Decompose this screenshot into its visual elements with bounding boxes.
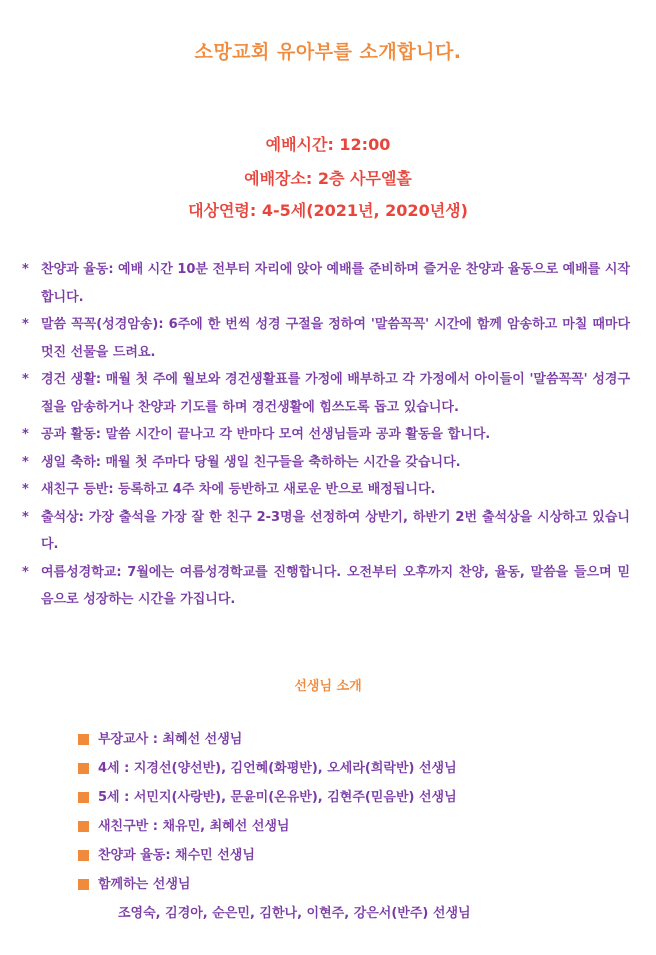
asterisk-icon: * [22,427,29,442]
list-item-text: 공과 활동: 말씀 시간이 끝나고 각 반마다 모여 선생님들과 공과 활동을 합니다. [41,427,491,442]
asterisk-icon: * [22,564,29,580]
teacher-item-text: 찬양과 율동: 채수민 선생님 [98,848,255,863]
page-title: 소망교회 유아부를 소개합니다. [194,41,462,63]
asterisk-icon: * [22,482,29,497]
teacher-item-text: 새친구반 : 채유민, 최혜선 선생님 [98,819,290,834]
list-item [78,870,471,899]
list-item-text: 여름성경학교: 7월에는 여름성경학교를 진행합니다. 오전부터 오후까지 찬양, 율동, 말씀을 들으며 믿음으로 성장하는 시간을 가집니다. [41,564,630,607]
list-item [22,559,630,614]
square-bullet-icon [78,879,89,890]
list-item [22,476,630,504]
teacher-item-text: 부장교사 : 최혜선 선생님 [98,732,243,747]
list-item-text: 출석상: 가장 출석을 가장 잘 한 친구 2-3명을 선정하여 상반기, 하반기 2번 출석상을 시상하고 있습니다. [41,509,630,552]
list-item [22,366,630,421]
square-bullet-icon [78,763,89,774]
teachers-heading: 선생님 소개 [294,679,362,694]
teachers-list [78,725,471,928]
worship-time: 예배시간: 12:00 [265,135,391,154]
asterisk-icon: * [22,509,29,525]
teacher-item-text: 5세 : 서민지(사랑반), 문윤미(온유반), 김현주(믿음반) 선생님 [98,790,457,805]
list-item-text: 생일 축하: 매월 첫 주마다 당월 생일 친구들을 축하하는 시간을 갖습니다. [41,454,461,470]
list-item [22,449,630,477]
list-item [22,504,630,559]
list-item [22,256,630,311]
asterisk-icon: * [22,262,29,277]
teacher-item-text: 4세 : 지경선(양선반), 김언혜(화평반), 오세라(희락반) 선생님 [98,761,457,776]
list-item-text: 말씀 꼭꼭(성경암송): 6주에 한 번씩 성경 구절을 정하여 '말씀꼭꼭' 시간에 함께 암송하고 마칠 때마다 멋진 선물을 드려요. [41,317,630,360]
square-bullet-icon [78,821,89,832]
list-item [78,783,471,812]
list-item [22,421,630,449]
list-item-text: 찬양과 율동: 예배 시간 10분 전부터 자리에 앉아 예배를 준비하며 즐거운 찬양과 율동으로 예배를 시작합니다. [41,262,630,305]
teacher-item-text: 함께하는 선생님 [98,877,191,892]
square-bullet-icon [78,792,89,803]
list-item [78,841,471,870]
list-item-text: 경건 생활: 매월 첫 주에 월보와 경건생활표를 가정에 배부하고 각 가정에서 아이들이 '말씀꼭꼭' 성경구절을 암송하거나 찬양과 기도를 하며 경건생활에 힘쓰도록 돕고 있습니다. [41,372,630,415]
asterisk-icon: * [22,372,29,387]
list-item [78,812,471,841]
list-item [78,725,471,754]
worship-place: 예배장소: 2층 사무엘홀 [244,169,412,188]
list-item-text: 새친구 등반: 등록하고 4주 차에 등반하고 새로운 반으로 배정됩니다. [41,482,436,497]
target-age: 대상연령: 4-5세(2021년, 2020년생) [188,201,468,220]
asterisk-icon: * [22,317,29,332]
program-list [22,256,630,614]
square-bullet-icon [78,734,89,745]
asterisk-icon: * [22,454,29,470]
list-item [78,754,471,783]
supporting-teachers-names: 조영숙, 김경아, 순은민, 김한나, 이현주, 강은서(반주) 선생님 [118,906,471,921]
square-bullet-icon [78,850,89,861]
list-item [22,311,630,366]
